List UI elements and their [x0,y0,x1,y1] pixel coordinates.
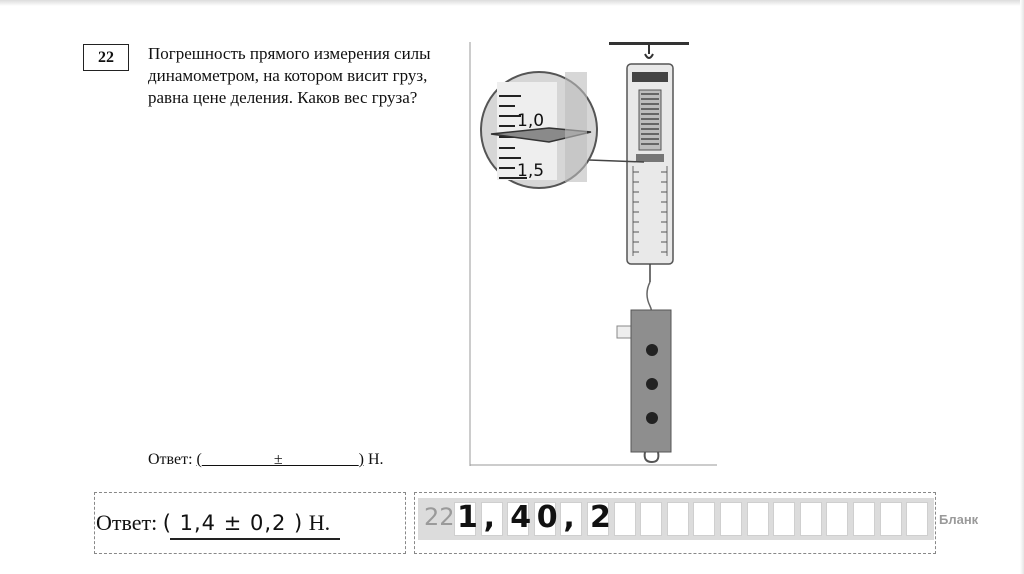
answer-char: 2 [590,500,611,535]
question-text [148,43,468,109]
magnifier-inset-icon [481,72,644,188]
solution-prefix: Ответ: [96,510,158,535]
answer-char: , [483,500,495,535]
answer-cell[interactable] [773,502,795,536]
question-line-3: равна цене деления. Каков вес груза? [148,88,418,107]
answer-cell[interactable] [614,502,636,536]
solution-underline [170,538,340,540]
answer-cell[interactable] [906,502,928,536]
answer-sheet-task-number: 22 [424,503,455,531]
question-line-2: динамометром, на котором висит груз, [148,66,428,85]
page-top-shadow [0,0,1024,6]
answer-cell[interactable] [747,502,769,536]
answer-line [148,451,384,469]
solution-value: ( 1,4 ± 0,2 ) [162,511,304,535]
dynamometer-icon [627,64,673,282]
answer-cell[interactable] [667,502,689,536]
solution-unit: Н. [308,510,331,535]
question-number-box: 22 [83,44,129,71]
answer-cell[interactable] [800,502,822,536]
answer-char: , [563,500,575,535]
answer-cell[interactable] [853,502,875,536]
answer-char: 0 [536,500,558,535]
answer-prefix: Ответ: [148,451,193,468]
answer-char: 4 [510,500,532,535]
solution-answer [96,510,330,536]
answer-unit: Н. [367,451,384,468]
answer-sheet-label: Бланк [939,512,979,527]
answer-cell[interactable] [693,502,715,536]
answer-cell[interactable] [880,502,902,536]
answer-cell[interactable] [720,502,742,536]
answer-char: 1 [457,500,478,535]
page-right-shadow [1020,0,1024,574]
answer-blank: (_________± _________) [196,451,364,468]
dynamometer-figure [469,42,717,466]
answer-cell[interactable] [640,502,662,536]
scale-label-2: 1,5 [517,161,545,181]
weight-block-icon [617,310,671,462]
answer-sheet-grid [418,498,934,540]
question-line-1: Погрешность прямого измерения силы [148,44,431,63]
answer-cell[interactable] [826,502,848,536]
scale-label-1: 1,0 [517,111,545,131]
